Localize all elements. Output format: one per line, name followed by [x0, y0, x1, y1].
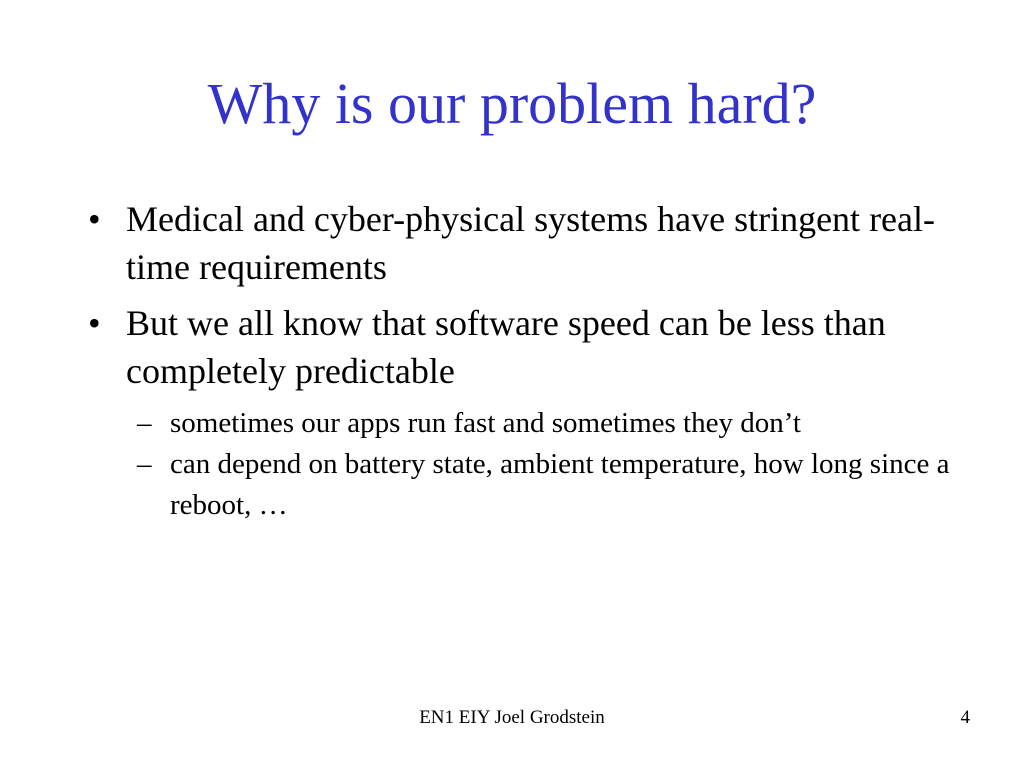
slide-footer: EN1 EIY Joel Grodstein	[419, 707, 605, 728]
dash-marker: –	[137, 448, 152, 480]
bullet-marker: •	[88, 303, 101, 343]
bullet-marker: •	[88, 199, 101, 239]
slide-body	[88, 195, 968, 526]
sub-bullet-text: can depend on battery state, ambient temperature, how long since a reboot, …	[170, 448, 950, 521]
sub-bullet-list	[88, 403, 968, 526]
sub-bullet-item	[88, 444, 968, 526]
bullet-item	[88, 195, 968, 291]
page-number: 4	[960, 707, 970, 728]
dash-marker: –	[137, 407, 152, 439]
bullet-text: Medical and cyber-physical systems have stringent real-time requirements	[126, 199, 935, 287]
bullet-item	[88, 299, 968, 395]
sub-bullet-text: sometimes our apps run fast and sometimes they don’t	[170, 407, 801, 439]
slide-title: Why is our problem hard?	[207, 71, 817, 136]
bullet-text: But we all know that software speed can be less than completely predictable	[126, 303, 886, 391]
sub-bullet-item	[88, 403, 968, 444]
